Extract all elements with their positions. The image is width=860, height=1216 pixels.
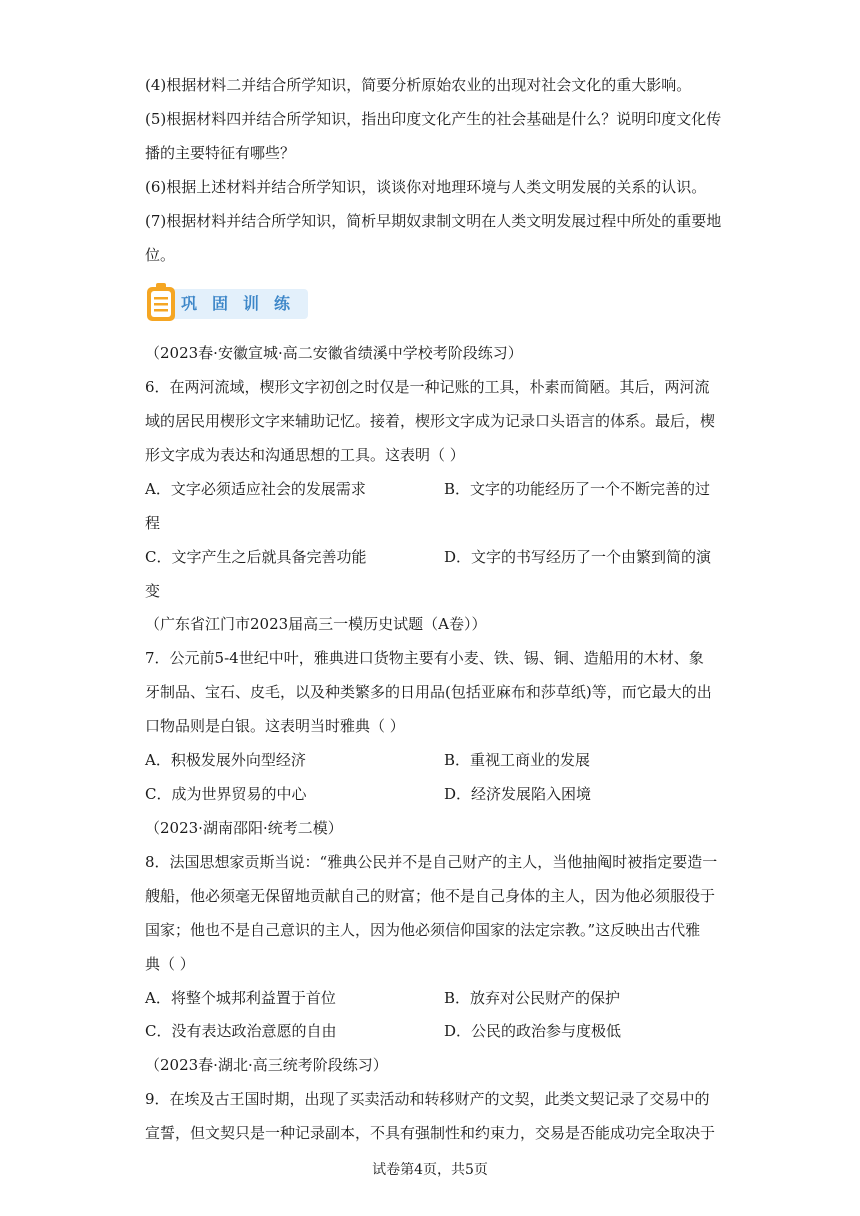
question-7-text: (7)根据材料并结合所学知识，简析早期奴隶制文明在人类文明发展过程中所处的重要地 [145, 212, 722, 230]
option-b: B．重视工商业的发展 [444, 751, 591, 769]
list-document-icon [145, 282, 179, 324]
question-stem: 口物品则是白银。这表明当时雅典（ ） [145, 717, 405, 735]
question-stem: 7．公元前5-4世纪中叶，雅典进口货物主要有小麦、铁、锡、铜、造船用的木材、象 [145, 649, 704, 667]
option-a: A．文字必须适应社会的发展需求 [145, 480, 366, 498]
question-stem: 牙制品、宝石、皮毛，以及种类繁多的日用品(包括亚麻布和莎草纸)等，而它最大的出 [145, 683, 712, 701]
option-b: B．文字的功能经历了一个不断完善的过 [444, 480, 711, 498]
question-7-text-cont: 位。 [145, 246, 176, 264]
question-source: （2023·湖南邵阳·统考二模） [145, 819, 343, 837]
banner-label: 巩固训练 [181, 294, 306, 313]
question-stem: 艘船，他必须毫无保留地贡献自己的财富；他不是自己身体的主人，因为他必须服役于 [145, 887, 716, 905]
question-5-text: (5)根据材料四并结合所学知识，指出印度文化产生的社会基础是什么？说明印度文化传 [145, 110, 722, 128]
question-source: （2023春·湖北·高三统考阶段练习） [145, 1056, 388, 1074]
option-a: A．积极发展外向型经济 [145, 751, 306, 769]
option-c: C．成为世界贸易的中心 [145, 785, 307, 803]
question-4-text: (4)根据材料二并结合所学知识，简要分析原始农业的出现对社会文化的重大影响。 [145, 76, 692, 94]
question-5-text-cont: 播的主要特征有哪些？ [145, 144, 296, 162]
question-stem: 域的居民用楔形文字来辅助记忆。接着，楔形文字成为记录口头语言的体系。最后，楔 [145, 412, 716, 430]
page-footer: 试卷第4页，共5页 [372, 1162, 488, 1178]
option-b: B．放弃对公民财产的保护 [444, 989, 621, 1007]
question-6-text: (6)根据上述材料并结合所学知识，谈谈你对地理环境与人类文明发展的关系的认识。 [145, 178, 707, 196]
question-stem: 国家；他也不是自己意识的主人，因为他必须信仰国家的法定宗教。”这反映出古代雅 [145, 921, 701, 939]
option-b-cont: 程 [145, 514, 161, 532]
question-stem: 宣誓，但文契只是一种记录副本，不具有强制性和约束力，交易是否能成功完全取决于 [145, 1124, 716, 1142]
question-stem: 9．在埃及古王国时期，出现了买卖活动和转移财产的文契，此类文契记录了交易中的 [145, 1090, 710, 1108]
option-c: C．文字产生之后就具备完善功能 [145, 548, 367, 566]
option-d: D．经济发展陷入困境 [444, 785, 592, 803]
option-d: D．公民的政治参与度极低 [444, 1022, 622, 1040]
question-stem: 6．在两河流域，楔形文字初创之时仅是一种记账的工具，朴素而简陋。其后，两河流 [145, 378, 710, 396]
section-banner [145, 282, 308, 324]
option-d-cont: 变 [145, 582, 161, 600]
question-stem: 形文字成为表达和沟通思想的工具。这表明（ ） [145, 446, 465, 464]
question-source: （广东省江门市2023届高三一模历史试题（A卷）） [145, 615, 487, 633]
option-c: C．没有表达政治意愿的自由 [145, 1022, 337, 1040]
question-source: （2023春·安徽宣城·高二安徽省绩溪中学校考阶段练习） [145, 344, 523, 362]
option-a: A．将整个城邦利益置于首位 [145, 989, 336, 1007]
question-stem: 典（ ） [145, 955, 195, 973]
option-d: D．文字的书写经历了一个由繁到简的演 [444, 548, 712, 566]
question-stem: 8．法国思想家贡斯当说：“雅典公民并不是自己财产的主人，当他抽阄时被指定要造一 [145, 853, 718, 871]
